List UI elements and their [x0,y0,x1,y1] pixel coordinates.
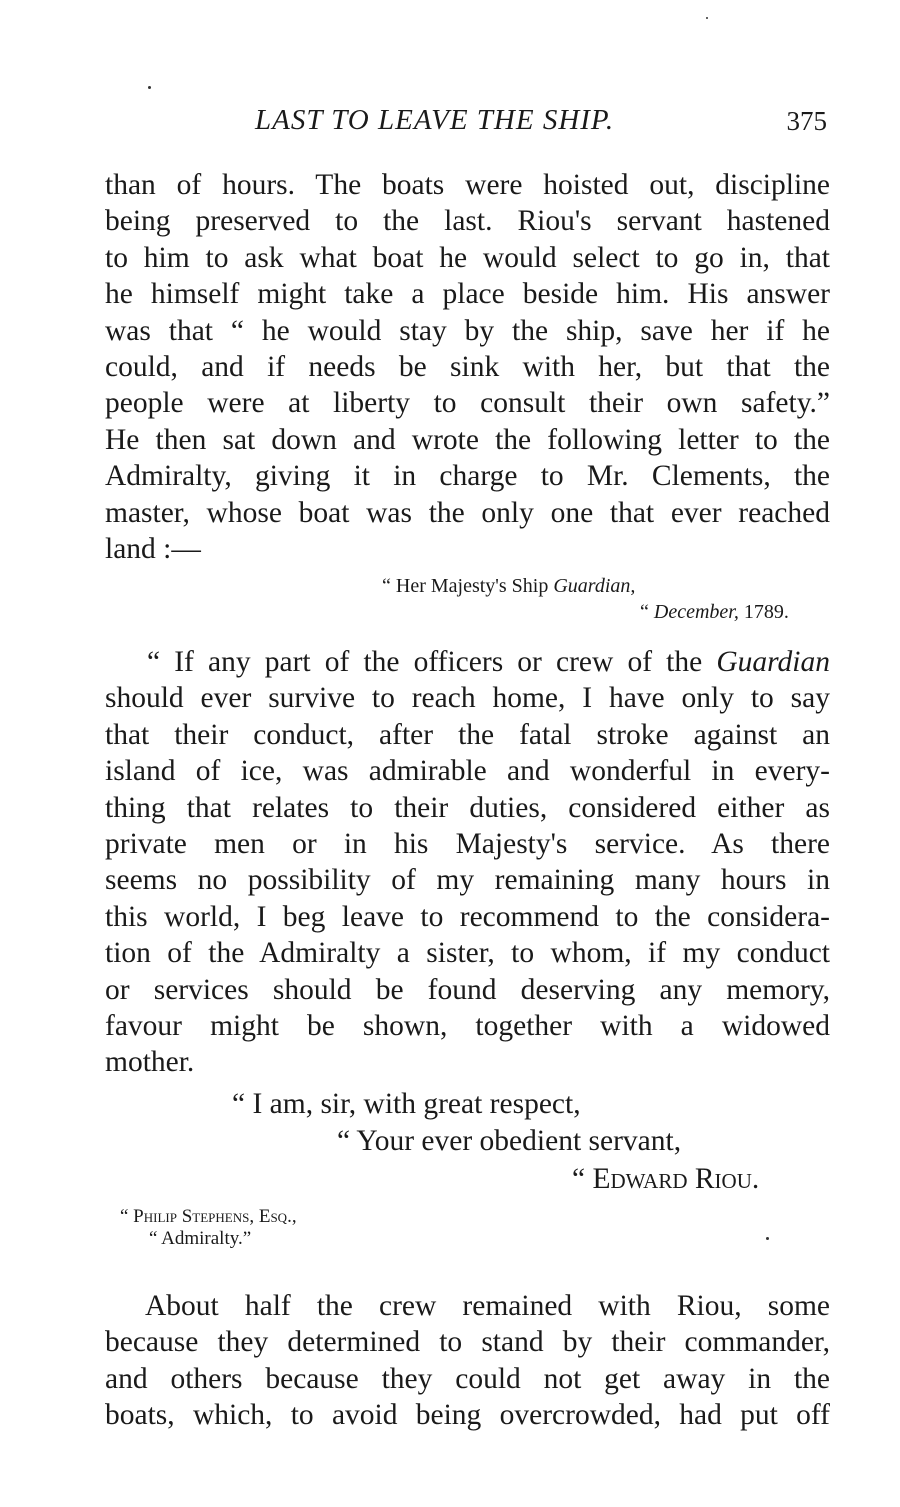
text-line: this world, I beg leave to recommend to the considera- [105,900,830,933]
text-line: or services should be found deserving any memory, [105,973,830,1006]
addressee-name: “ Philip Stephens, Esq., [120,1206,297,1227]
letter-body [105,644,830,1081]
paragraph-2 [105,1288,830,1434]
signature: “ Edward Riou. [572,1163,760,1195]
text-line: tion of the Admiralty a sister, to whom, if my conduct [105,937,830,970]
print-speck [148,86,151,89]
letter-dateline-date [640,601,789,624]
text-line: could, and if needs be sink with her, but that the [105,351,830,384]
print-speck [766,1237,769,1240]
text-line: being preserved to the last. Riou's servant hastened [105,205,830,238]
letter-dateline-ship [382,575,635,598]
print-speck [706,17,708,19]
text-line: mother. [105,1046,195,1079]
date-year: 1789. [738,601,789,623]
text-line: and others because they could not get away in the [105,1362,830,1395]
text-line: than of hours. The boats were hoisted out, discipline [105,169,830,201]
text-line: people were at liberty to consult their own safety.” [105,387,830,420]
text-line: About half the crew remained with Riou, some [145,1290,830,1322]
ship-name-italic: Guardian [716,646,830,678]
page-number: 375 [786,106,827,136]
text-line: island of ice, was admirable and wonderful in every- [105,755,830,788]
text-line: He then sat down and wrote the following letter to the [105,423,830,456]
text-line: favour might be shown, together with a widowed [105,1010,830,1043]
text-line: he himself might take a place beside him. His answer [105,278,830,311]
text-line: “ If any part of the officers or crew of the Guardian [147,646,830,678]
dateline-quote: “ [640,601,654,623]
signoff-line-1: “ I am, sir, with great respect, [232,1088,581,1120]
text-line: that their conduct, after the fatal stroke against an [105,718,830,751]
text-line: private men or in his Majesty's service. As there [105,828,830,861]
text-line: master, whose boat was the only one that ever reached [105,496,830,529]
text-line: was that “ he would stay by the ship, save her if he [105,314,830,347]
page-header [105,104,827,144]
date-month: December, [653,601,739,623]
text-line: land :— [105,533,201,566]
text-line: seems no possibility of my remaining many hours in [105,864,830,897]
text-line: Admiralty, giving it in charge to Mr. Clements, the [105,460,830,493]
ship-name: Guardian, [553,575,636,597]
text-line: to him to ask what boat he would select to go in, that [105,241,830,274]
text-line: thing that relates to their duties, considered either as [105,791,830,824]
text-line: because they determined to stand by their commander, [105,1326,830,1359]
running-title: LAST TO LEAVE THE SHIP. [255,104,615,136]
addressee-office: “ Admiralty.” [149,1228,252,1249]
signoff-line-2: “ Your ever obedient servant, [337,1125,682,1157]
text-line: should ever survive to reach home, I have only to say [105,682,830,715]
dateline-prefix: “ Her Majesty's Ship [382,575,554,597]
text-line: boats, which, to avoid being overcrowded, had put off [105,1399,830,1432]
paragraph-1 [105,167,830,567]
